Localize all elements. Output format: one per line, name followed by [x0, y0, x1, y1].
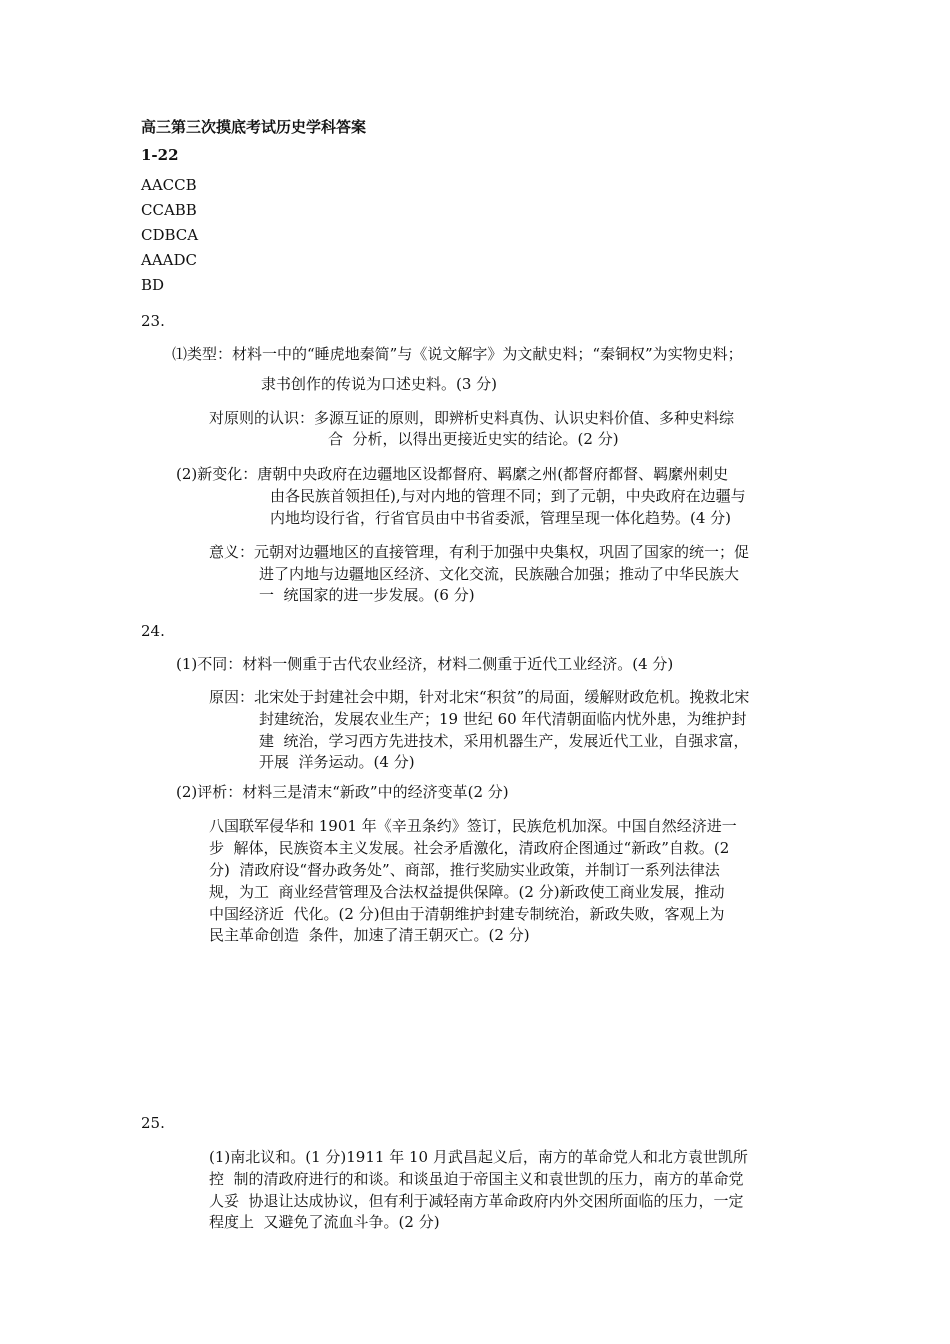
q23-change-line: 由各民族首领担任),与对内地的管理不同；到了元朝，中央政府在边疆与	[270, 487, 746, 505]
q23-type-line: ⑴类型：材料一中的“睡虎地秦简”与《说文解字》为文献史料；“秦铜权”为实物史料；	[172, 345, 743, 363]
q23-principle-line: 合 分析，以得出更接近史实的结论。(2 分)	[328, 430, 619, 448]
q25-answer-line: 程度上 又避免了流血斗争。(2 分)	[209, 1213, 440, 1231]
q23-change-line: 内地均设行省，行省官员由中书省委派，管理呈现一体化趋势。(4 分)	[270, 509, 732, 527]
q24-reason-line: 封建统治，发展农业生产；19 世纪 60 年代清朝面临内忧外患，为维护封	[259, 710, 747, 728]
q24-reason-line: 建 统治，学习西方先进技术，采用机器生产，发展近代工业，自强求富，	[259, 732, 749, 750]
q23-meaning-line: 意义：元朝对边疆地区的直接管理，有利于加强中央集权，巩固了国家的统一；促	[209, 543, 750, 561]
q23-meaning-line: 进了内地与边疆地区经济、文化交流，民族融合加强；推动了中华民族大	[259, 565, 740, 583]
q24-reason-line: 开展 洋务运动。(4 分)	[259, 753, 415, 771]
q23-change-line: (2)新变化：唐朝中央政府在边疆地区设都督府、羁縻之州(都督府都督、羁縻州刺史	[176, 465, 729, 483]
q24-reason-line: 原因：北宋处于封建社会中期，针对北宋“积贫”的局面，缓解财政危机。挽救北宋	[209, 688, 750, 706]
q24-analysis-body-line: 规，为工 商业经营管理及合法权益提供保障。(2 分)新政使工商业发展，推动	[209, 883, 725, 901]
mc-answer-row: CDBCA	[141, 226, 199, 244]
mc-answer-row: AAADC	[141, 251, 198, 269]
q24-analysis-body-line: 步 解体，民族资本主义发展。社会矛盾激化，清政府企图通过“新政”自救。(2	[209, 839, 730, 857]
q24-analysis-body-line: 中国经济近 代化。(2 分)但由于清朝维护封建专制统治，新政失败，客观上为	[209, 905, 725, 923]
mc-answer-row: CCABB	[141, 201, 197, 219]
q25-answer-line: (1)南北议和。(1 分)1911 年 10 月武昌起义后，南方的革命党人和北方袁世凯所	[209, 1148, 748, 1166]
q24-analysis-line: (2)评析：材料三是清末“新政”中的经济变革(2 分)	[176, 783, 509, 801]
mc-answer-row: BD	[141, 276, 165, 294]
q23-type-line: 隶书创作的传说为口述史料。(3 分)	[261, 375, 498, 393]
mc-answer-row: AACCB	[141, 176, 197, 194]
page-title: 高三第三次摸底考试历史学科答案	[141, 118, 367, 136]
q25-answer-line: 控 制的清政府进行的和谈。和谈虽迫于帝国主义和袁世凯的压力，南方的革命党	[209, 1170, 744, 1188]
q24-difference-line: (1)不同：材料一侧重于古代农业经济，材料二侧重于近代工业经济。(4 分)	[176, 655, 674, 673]
question-number-24: 24.	[141, 622, 165, 640]
q24-analysis-body-line: 八国联军侵华和 1901 年《辛丑条约》签订，民族危机加深。中国自然经济进一	[209, 817, 737, 835]
q24-analysis-body-line: 分) 清政府设“督办政务处”、商部，推行奖励实业政策，并制订一系列法律法	[209, 861, 720, 879]
q23-meaning-line: 一 统国家的进一步发展。(6 分)	[259, 586, 475, 604]
q24-analysis-body-line: 民主革命创造 条件，加速了清王朝灭亡。(2 分)	[209, 926, 530, 944]
q25-answer-line: 人妥 协退让达成协议，但有利于减轻南方革命政府内外交困所面临的压力，一定	[209, 1192, 744, 1210]
q23-principle-line: 对原则的认识：多源互证的原则，即辨析史料真伪、认识史料价值、多种史料综	[209, 409, 735, 427]
question-number-23: 23.	[141, 312, 165, 330]
mc-range: 1-22	[141, 146, 179, 164]
question-number-25: 25.	[141, 1114, 165, 1132]
